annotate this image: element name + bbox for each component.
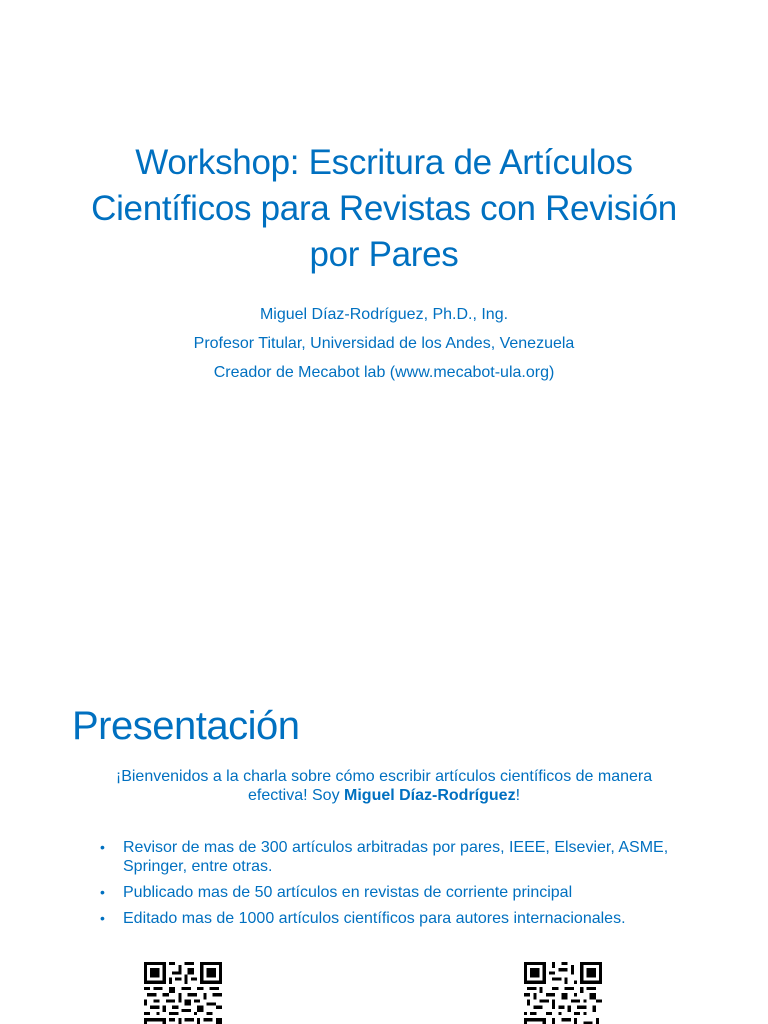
intro-end: ! — [515, 787, 521, 804]
bullet-icon: • — [100, 910, 105, 926]
presentation-slide — [0, 690, 768, 1024]
qr-code-right-graphic — [524, 962, 602, 1024]
slide-subtitle — [60, 300, 708, 387]
author-lab: Creador de Mecabot lab (www.mecabot-ula.org) — [213, 364, 555, 381]
title-line-3: por Pares — [309, 235, 459, 274]
section-heading: Presentación — [72, 704, 300, 748]
bullet-list — [100, 838, 690, 935]
author-name: Miguel Díaz-Rodríguez, Ph.D., Ing. — [259, 306, 509, 323]
bullet-text: Publicado mas de 50 artículos en revistas de corriente principal — [123, 884, 573, 901]
intro-paragraph — [90, 767, 678, 805]
intro-text: ¡Bienvenidos a la charla sobre cómo escribir artículos científicos de manera efectiva! Soy — [115, 768, 653, 804]
list-item — [100, 883, 690, 902]
bullet-icon: • — [100, 839, 105, 855]
author-position: Profesor Titular, Universidad de los Andes, Venezuela — [193, 335, 575, 352]
qr-code-icon[interactable] — [144, 962, 222, 1024]
intro-name: Miguel Díaz-Rodríguez — [344, 787, 516, 804]
bullet-text: Revisor de mas de 300 artículos arbitradas por pares, IEEE, Elsevier, ASME, Springer, entre otras. — [123, 839, 669, 875]
bullet-icon: • — [100, 884, 105, 900]
title-line-1: Workshop: Escritura de Artículos — [135, 143, 633, 182]
list-item — [100, 838, 690, 876]
qr-code-left-graphic — [144, 962, 222, 1024]
slide-title — [50, 140, 718, 278]
qr-code-icon[interactable] — [524, 962, 602, 1024]
bullet-text: Editado mas de 1000 artículos científicos para autores internacionales. — [123, 910, 626, 927]
title-line-2: Científicos para Revistas con Revisión — [91, 189, 677, 228]
list-item — [100, 909, 690, 928]
